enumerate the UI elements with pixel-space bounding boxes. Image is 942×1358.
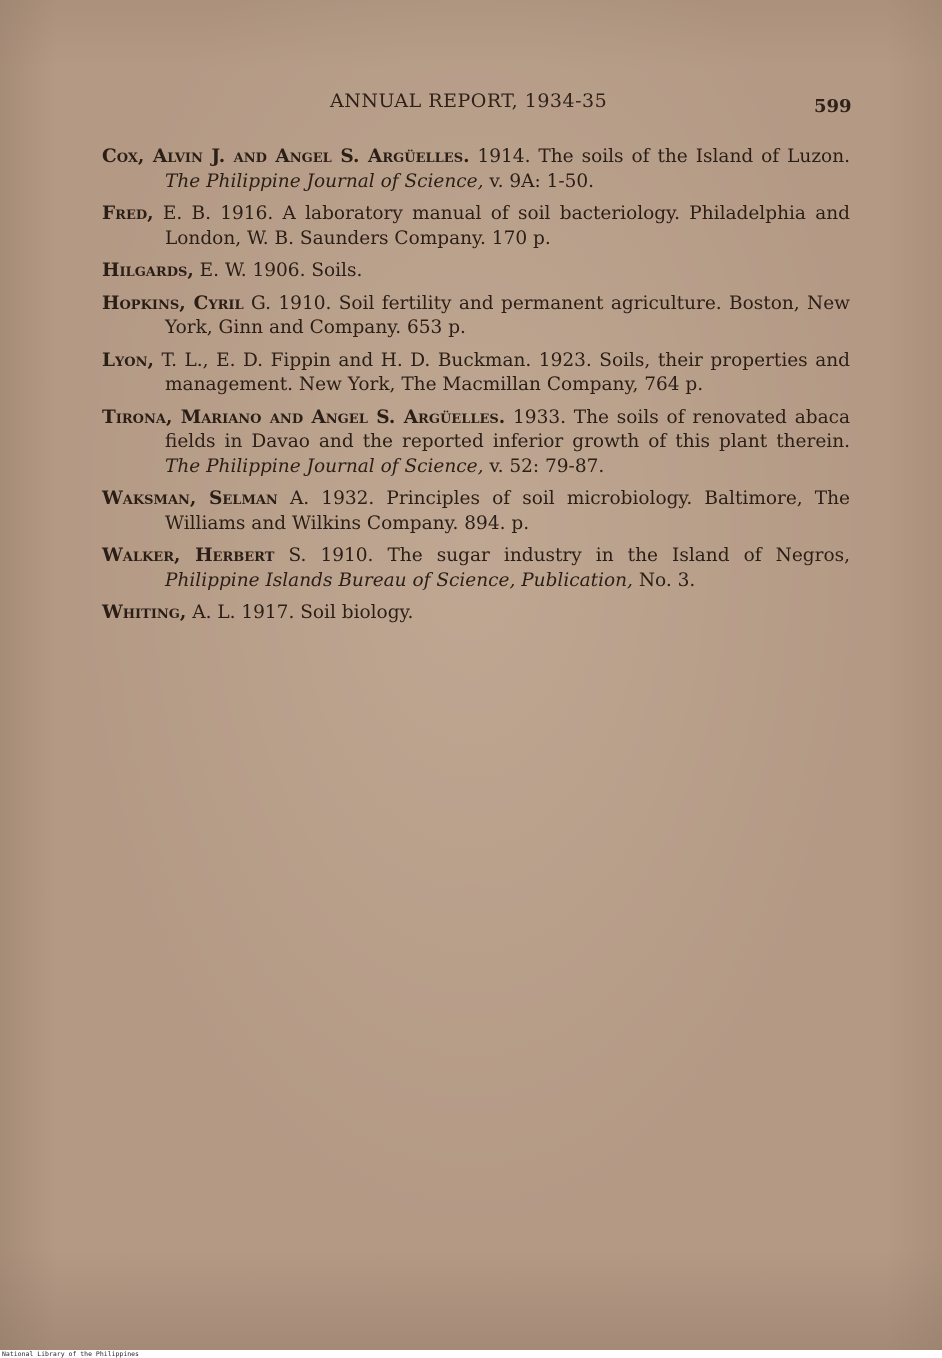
reference-author: Hilgards, [102, 260, 194, 281]
reference-text: E. B. 1916. A laboratory manual of soil bacteriology. Philadelphia and London, W. B. Saunders Company. 170 p. [153, 203, 850, 249]
reference-entry [102, 406, 850, 480]
reference-entry [102, 601, 850, 626]
reference-author: Hopkins, Cyril [102, 292, 244, 314]
reference-journal: Philippine Islands Bureau of Science, Publication, [165, 569, 633, 591]
reference-author: Lyon, [102, 349, 154, 371]
reference-text-end: v. 52: 79-87. [483, 455, 605, 477]
reference-text: S. 1910. The sugar industry in the Island of Negros, [274, 545, 850, 566]
reference-text: 1933. The soils of renovated abaca fields in Davao and the reported inferior growth of this plant therein. [165, 406, 850, 452]
reference-author: Cox, Alvin J. and Angel S. Argüelles. [102, 146, 470, 167]
reference-author: Whiting, [102, 602, 187, 623]
running-title: ANNUAL REPORT, 1934-35 [330, 90, 608, 112]
reference-entry [102, 202, 850, 251]
reference-list [102, 145, 850, 634]
reference-author: Walker, Herbert [102, 545, 275, 566]
reference-entry [102, 259, 850, 284]
reference-entry [102, 349, 850, 398]
reference-author: Fred, [102, 203, 154, 224]
footer-credit: National Library of the Philippines [0, 1350, 942, 1358]
reference-text: T. L., E. D. Fippin and H. D. Buckman. 1923. Soils, their properties and management. New York, The Macmillan Company, 764 p. [153, 349, 850, 395]
reference-entry [102, 544, 850, 593]
reference-journal: The Philippine Journal of Science, [165, 455, 484, 477]
reference-text: E. W. 1906. Soils. [193, 260, 363, 281]
reference-author: Tirona, Mariano and Angel S. Argüelles. [102, 406, 506, 428]
reference-journal: The Philippine Journal of Science, [165, 170, 484, 192]
reference-entry [102, 292, 850, 341]
page-number: 599 [814, 96, 852, 117]
reference-text: A. L. 1917. Soil biology. [186, 602, 414, 623]
reference-entry [102, 145, 850, 194]
reference-text: 1914. The soils of the Island of Luzon. [469, 146, 850, 167]
reference-text-end: No. 3. [632, 569, 696, 591]
reference-text-end: v. 9A: 1-50. [483, 170, 595, 192]
reference-author: Waksman, Selman [102, 488, 278, 509]
reference-entry [102, 487, 850, 536]
reference-text: A. 1932. Principles of soil microbiology. Baltimore, The Williams and Wilkins Company. 894. p. [165, 488, 851, 534]
reference-text: G. 1910. Soil fertility and permanent agriculture. Boston, New York, Ginn and Company. 653 p. [165, 292, 850, 338]
